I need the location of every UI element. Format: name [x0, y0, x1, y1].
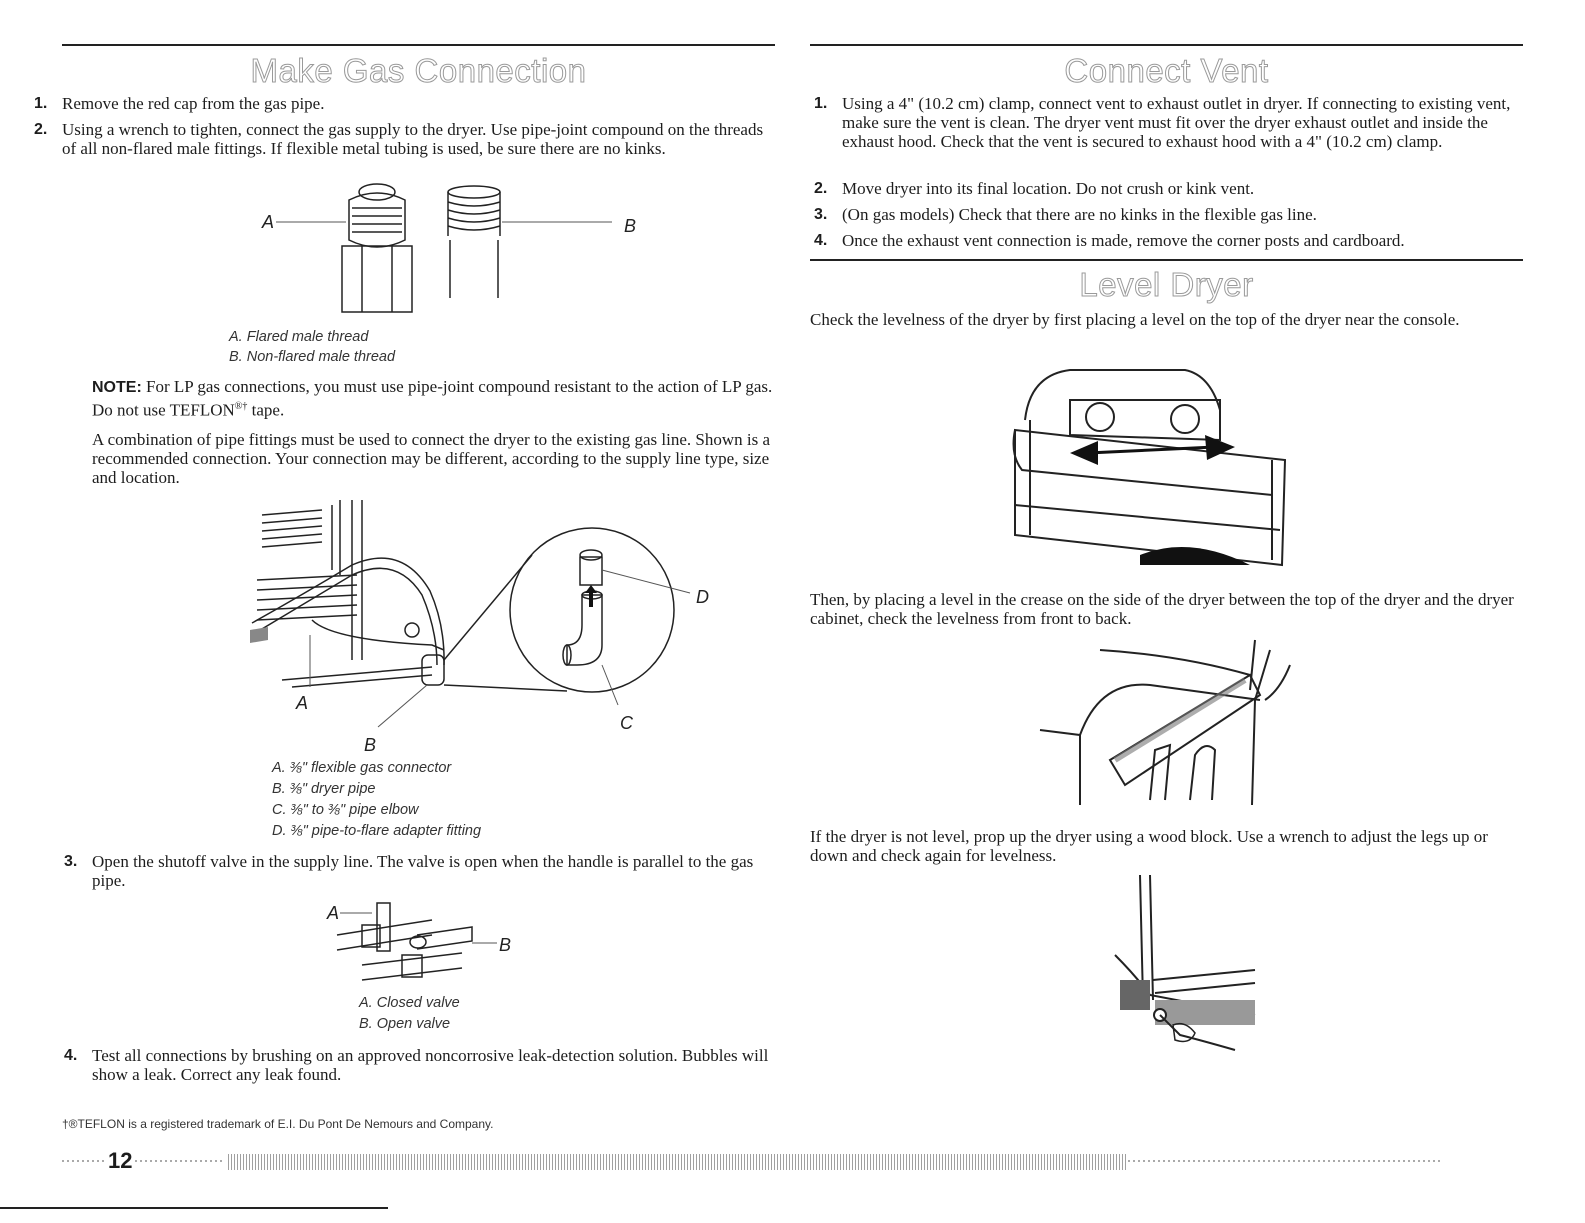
fig2-caption-b: B. ⅜" dryer pipe — [272, 781, 376, 797]
fig1-caption-b: B. Non-flared male thread — [229, 349, 396, 365]
section-title-make-gas-connection: Make Gas Connection — [250, 52, 587, 89]
fig3-caption-b: B. Open valve — [359, 1016, 451, 1032]
vent-step-3 — [814, 205, 1523, 224]
step-text: Test all connections by brushing on an approved noncorrosive leak-detection solution. Bubbles will show a leak. Correct any leak found. — [92, 1046, 769, 1084]
vent-step-2 — [814, 179, 1523, 198]
bottom-rule — [0, 1207, 388, 1209]
step-number: 4. — [64, 1047, 78, 1064]
section-title-level-dryer: Level Dryer — [1079, 266, 1254, 303]
note-end: tape. — [247, 400, 285, 420]
gas-step-1 — [34, 94, 775, 113]
fig2-caption-a: A. ⅜" flexible gas connector — [272, 760, 452, 776]
pipe-connection-illustration — [182, 495, 742, 755]
dryer-side-level-illustration — [1040, 640, 1300, 810]
fig2-label-d: D — [696, 587, 709, 607]
fig2-label-b: B — [364, 735, 377, 755]
footer-band — [228, 1154, 1126, 1170]
step-text: Using a 4" (10.2 cm) clamp, connect vent to exhaust outlet in dryer. If connecting to existing vent, make sure the vent is clean. The dryer vent must fit over the dryer exhaust outlet and inside the exhaust hood. Check that the vent is secured to exhaust hood with a 4" (10.2 cm) clamp. — [842, 94, 1511, 151]
step-text: (On gas models) Check that there are no kinks in the flexible gas line. — [842, 205, 1317, 224]
footer-dots — [135, 1160, 225, 1162]
fittings-illustration — [252, 180, 637, 320]
section-divider — [810, 259, 1523, 261]
vent-step-4 — [814, 231, 1523, 250]
step-text: Remove the red cap from the gas pipe. — [62, 94, 325, 113]
fig2-caption-d: D. ⅜" pipe-to-flare adapter fitting — [272, 823, 482, 839]
step-number: 4. — [814, 232, 828, 249]
page-number: 12 — [108, 1148, 133, 1173]
fig2-label-c: C — [620, 713, 633, 733]
lp-gas-note — [92, 377, 775, 420]
note-text: For LP gas connections, you must use pipe-joint compound resistant to the action of LP gas. Do not use TEFLON — [92, 377, 773, 420]
footer-dots — [62, 1160, 107, 1162]
pipe-combination-paragraph: A combination of pipe fittings must be used to connect the dryer to the existing gas line. Shown is a recommended connection. Your connection may be different, according to the supply line type, size and location. — [92, 430, 770, 487]
fig1-label-b: B — [624, 216, 637, 236]
level-paragraph-1: Check the levelness of the dryer by first placing a level on the top of the dryer near the console. — [810, 310, 1460, 329]
step-text: Open the shutoff valve in the supply line. The valve is open when the handle is parallel to the gas pipe. — [92, 852, 754, 890]
valve-illustration — [322, 895, 522, 990]
fig2-label-a: A — [296, 693, 309, 713]
fig3-caption-a: A. Closed valve — [359, 995, 460, 1011]
section-title-connect-vent: Connect Vent — [1064, 52, 1269, 89]
dryer-top-level-illustration — [1010, 365, 1300, 575]
trademark-footnote: †®TEFLON is a registered trademark of E.I. Du Pont De Nemours and Company. — [62, 1117, 494, 1131]
fig1-caption-a: A. Flared male thread — [229, 329, 369, 345]
step-text: Once the exhaust vent connection is made, remove the corner posts and cardboard. — [842, 231, 1405, 250]
fig2-caption-c: C. ⅜" to ⅜" pipe elbow — [272, 802, 419, 818]
level-paragraph-3: If the dryer is not level, prop up the dryer using a wood block. Use a wrench to adjust the legs up or down and check again for levelness. — [810, 827, 1488, 865]
gas-step-3 — [64, 852, 775, 890]
fig1-label-a: A — [262, 212, 275, 232]
gas-step-2 — [34, 120, 775, 158]
note-sup: ®† — [234, 401, 248, 412]
leg-adjust-illustration — [1105, 875, 1265, 1060]
step-number: 1. — [34, 95, 48, 112]
section-divider — [810, 44, 1523, 46]
level-paragraph-2: Then, by placing a level in the crease on the side of the dryer between the top of the dryer and the dryer cabinet, check the levelness from front to back. — [810, 590, 1514, 628]
step-number: 3. — [64, 853, 78, 870]
note-label: NOTE: — [92, 379, 142, 396]
vent-step-1 — [814, 94, 1523, 151]
gas-step-4 — [64, 1046, 775, 1084]
step-number: 2. — [34, 121, 48, 138]
section-divider — [62, 44, 775, 46]
step-text: Move dryer into its final location. Do not crush or kink vent. — [842, 179, 1255, 198]
step-number: 1. — [814, 95, 828, 112]
fig3-label-a: A — [327, 903, 340, 923]
step-number: 2. — [814, 180, 828, 197]
step-number: 3. — [814, 206, 828, 223]
fig3-label-b: B — [499, 935, 512, 955]
step-text: Using a wrench to tighten, connect the gas supply to the dryer. Use pipe-joint compound on the threads of all non-flared male fittings. If flexible metal tubing is used, be sure there are no kinks. — [62, 120, 764, 158]
footer-dots — [1128, 1160, 1443, 1162]
